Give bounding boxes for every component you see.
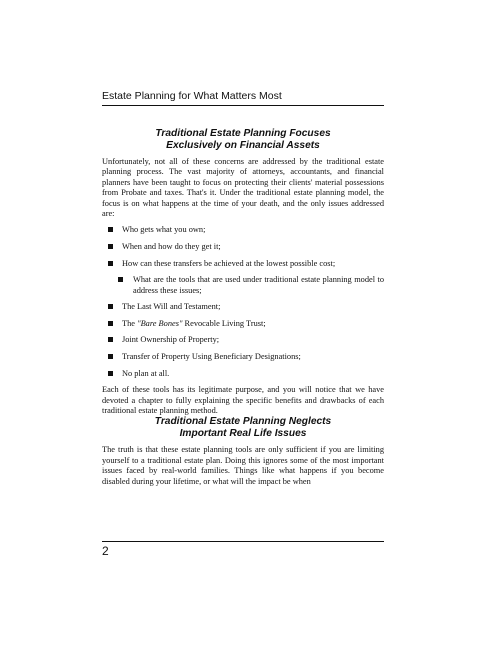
intro-paragraph: Unfortunately, not all of these concerns are addressed by the traditional estate planning process. The vast majority of attorneys, accountants, and financial planners have been taught to focus on protecting their clients' material possessions from Probate and taxes. That's it. Under the traditional estate planning model, the focus is on what happens at the time of your death, and the only issues addressed are:: [102, 157, 384, 219]
square-bullet-icon: [108, 304, 113, 309]
body-paragraph: The truth is that these estate planning tools are only sufficient if you are limiting yourself to a traditional estate plan. Doing this ignores some of the most important issues faced by real-world families. Things like what happens if you become disabled during your lifetime, or what will the impact be when: [102, 445, 384, 486]
sub-list-item: What are the tools that are used under traditional estate planning model to address these issues;: [102, 275, 384, 296]
running-header: [102, 90, 384, 106]
square-bullet-icon: [108, 227, 113, 232]
list-item: Who gets what you own;: [102, 225, 384, 235]
heading-line: Important Real Life Issues: [179, 427, 307, 439]
list-item: The Last Will and Testament;: [102, 302, 384, 312]
square-bullet-icon: [118, 277, 123, 282]
section-heading-real-life-issues: [102, 416, 384, 439]
page-body: [102, 128, 384, 487]
square-bullet-icon: [108, 321, 113, 326]
list-item: How can these transfers be achieved at the lowest possible cost;: [102, 259, 384, 269]
list-item: The "Bare Bones" Revocable Living Trust;: [102, 319, 384, 329]
book-title: Estate Planning for What Matters Most: [102, 90, 282, 102]
list-item: No plan at all.: [102, 369, 384, 379]
heading-line: Traditional Estate Planning Focuses: [155, 128, 331, 139]
section-heading-financial-assets: [102, 128, 384, 151]
list-item: Joint Ownership of Property;: [102, 335, 384, 345]
heading-line: Traditional Estate Planning Neglects: [154, 416, 332, 428]
bare-bones-emphasis: "Bare Bones": [137, 318, 183, 328]
square-bullet-icon: [108, 371, 113, 376]
issues-list: [102, 225, 384, 379]
square-bullet-icon: [108, 244, 113, 249]
list-item: Transfer of Property Using Beneficiary Designations;: [102, 352, 384, 362]
list-item: When and how do they get it;: [102, 242, 384, 252]
square-bullet-icon: [108, 261, 113, 266]
square-bullet-icon: [108, 354, 113, 359]
running-footer: [102, 541, 384, 558]
page-number: 2: [102, 544, 109, 558]
heading-line: Exclusively on Financial Assets: [166, 139, 320, 151]
closing-paragraph: Each of these tools has its legitimate purpose, and you will notice that we have devoted a chapter to fully explaining the specific benefits and drawbacks of each traditional estate planning method.: [102, 385, 384, 415]
square-bullet-icon: [108, 337, 113, 342]
